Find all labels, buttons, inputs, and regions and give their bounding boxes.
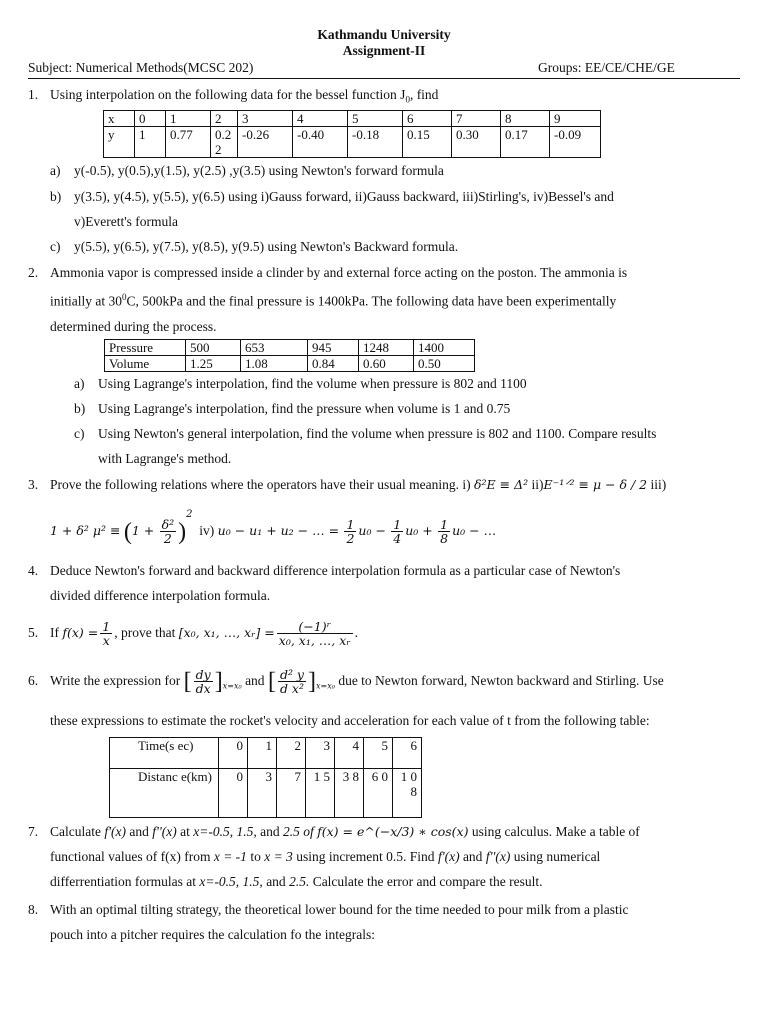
points: 2.5 of: [282, 824, 314, 839]
item-label: iv): [199, 523, 215, 538]
table-cell: 5: [348, 111, 403, 127]
table-cell: 0.50: [414, 356, 475, 372]
table-row: [104, 111, 601, 127]
question-3: [28, 472, 744, 497]
relation-1: δ²E ≡ Δ²: [474, 477, 529, 492]
question-text: If: [50, 625, 59, 640]
relation-3-4: [50, 505, 496, 545]
table-cell: 1400: [414, 340, 475, 356]
item-text: y(-0.5), y(0.5),y(1.5), y(2.5) ,y(3.5) using Newton's forward formula: [74, 163, 444, 178]
table-cell: 1 0 8: [393, 769, 422, 818]
table-cell: 653: [241, 340, 308, 356]
denominator: d x²: [279, 681, 304, 697]
subject-row: [28, 60, 740, 79]
table-cell: 7: [452, 111, 501, 127]
question-1a: [50, 158, 740, 183]
rocket-data-table: [109, 737, 422, 818]
function-def: f(x) =: [62, 625, 99, 640]
table-cell: Time(s ec): [110, 738, 219, 769]
denominator: x: [102, 633, 110, 649]
question-text: Calculate the error and compare the result.: [312, 874, 543, 889]
divided-difference: [x₀, x₁, …, xᵣ] =: [178, 625, 275, 640]
fraction: [278, 668, 306, 695]
table-cell: 2: [277, 738, 306, 769]
question-text: differrentiation formulas at: [50, 874, 196, 889]
assignment-title: Assignment-II: [342, 43, 426, 58]
bessel-data-table: [103, 110, 601, 158]
question-text: pouch into a pitcher requires the calculation fo the integrals:: [50, 927, 376, 942]
numerator: 1: [102, 619, 111, 635]
question-6: [28, 668, 744, 699]
question-text: , prove that: [114, 625, 176, 640]
question-2: [28, 260, 744, 339]
question-number: 1.: [28, 87, 39, 102]
question-text: Deduce Newton's forward and backward difference interpolation formula as a particular case of Newton's: [50, 563, 621, 578]
points: 2.5.: [289, 874, 310, 889]
derivative-term: f'(x): [437, 849, 460, 864]
points: x=-0.5, 1.5,: [199, 874, 263, 889]
relation-4-term: u₀ −: [358, 523, 386, 538]
exponent: 2: [186, 509, 193, 520]
item-label: ii): [531, 477, 544, 492]
fraction: [160, 518, 177, 545]
question-text: Ammonia vapor is compressed inside a clinder by and external force acting on the poston. The ammonia is: [50, 265, 628, 280]
right-paren: ): [178, 518, 187, 545]
question-text: and: [245, 673, 265, 688]
table-cell: 945: [308, 340, 359, 356]
table-cell: 5: [364, 738, 393, 769]
table-cell: 1.25: [186, 356, 241, 372]
question-text: and: [260, 824, 280, 839]
question-5: [28, 620, 744, 647]
question-text: at: [180, 824, 190, 839]
table-cell: 0.84: [308, 356, 359, 372]
item-label: b): [50, 189, 62, 204]
question-text: Using interpolation on the following data for the bessel function J: [50, 87, 406, 102]
table-cell: -0.40: [293, 127, 348, 158]
table-row: [110, 738, 422, 769]
item-text: Using Lagrange's interpolation, find the volume when pressure is 802 and 1100: [98, 376, 527, 391]
question-6-cont: [28, 708, 744, 733]
table-cell: y: [104, 127, 135, 158]
subscript: 0: [405, 94, 410, 105]
table-cell: 7: [277, 769, 306, 818]
derivative-term: f''(x): [485, 849, 511, 864]
item-label: b): [74, 401, 86, 416]
item-label: c): [74, 426, 85, 441]
ammonia-data-table: [104, 339, 475, 372]
table-cell: Volume: [105, 356, 186, 372]
left-paren: (: [123, 518, 132, 545]
question-8: [28, 897, 744, 947]
table-row: [105, 356, 475, 372]
question-text: due to Newton forward, Newton backward and Stirling. Use: [338, 673, 664, 688]
question-text: Prove the following relations where the operators have their usual meaning. i): [50, 477, 471, 492]
table-cell: 500: [186, 340, 241, 356]
item-text: y(3.5), y(4.5), y(5.5), y(6.5) using i)Gauss forward, ii)Gauss backward, iii)Stirling's, iv)Bessel's and: [74, 189, 614, 204]
numerator: d² y: [279, 667, 304, 683]
relation-2: E⁻¹ᐟ² ≡ μ − δ / 2: [543, 477, 648, 492]
denominator: 8: [440, 531, 449, 547]
denominator: dx: [195, 681, 211, 697]
table-cell: 0: [135, 111, 166, 127]
question-7: [28, 819, 744, 894]
item-text: y(5.5), y(6.5), y(7.5), y(8.5), y(9.5) using Newton's Backward formula.: [74, 239, 459, 254]
table-cell: 6: [393, 738, 422, 769]
table-cell: 0.15: [403, 127, 452, 158]
table-row: [110, 769, 422, 818]
item-text-cont: with Lagrange's method.: [98, 451, 232, 466]
question-text: C, 500kPa and the final pressure is 1400kPa. The following data have been experimentally: [126, 293, 617, 309]
superscript: 0: [122, 292, 127, 302]
table-cell: 1: [248, 738, 277, 769]
table-cell: 1: [166, 111, 211, 127]
item-label: a): [50, 163, 61, 178]
item-text-cont: v)Everett's formula: [74, 214, 179, 229]
question-text: using numerical: [513, 849, 601, 864]
question-2a: [74, 371, 764, 396]
table-cell: 3: [238, 111, 293, 127]
table-cell: 4: [335, 738, 364, 769]
relation-3-inner: 1 +: [131, 523, 155, 538]
numerator: 1: [346, 517, 355, 533]
table-cell: -0.18: [348, 127, 403, 158]
points: x=-0.5, 1.5,: [193, 824, 257, 839]
table-cell: Pressure: [105, 340, 186, 356]
question-number: 4.: [28, 563, 39, 578]
derivative-term: f''(x): [152, 824, 177, 839]
relation-4-term: u₀ +: [405, 523, 433, 538]
question-number: 2.: [28, 265, 39, 280]
denominator: x₀, x₁, …, xᵣ: [278, 633, 351, 649]
table-cell: 0.17: [501, 127, 550, 158]
table-cell: 1248: [359, 340, 414, 356]
table-cell: 4: [293, 111, 348, 127]
groups-label: Groups: EE/CE/CHE/GE: [538, 60, 675, 75]
table-cell: Distanc e(km): [110, 769, 219, 818]
question-2b: [74, 396, 764, 421]
period: .: [354, 625, 358, 640]
table-cell: 0.77: [166, 127, 211, 158]
fraction: [277, 620, 353, 647]
question-text: these expressions to estimate the rocket's velocity and acceleration for each value of t from the following table:: [50, 713, 650, 728]
table-row: [104, 127, 601, 158]
table-cell: 2: [211, 111, 238, 127]
table-cell: 1.08: [241, 356, 308, 372]
question-text: and: [266, 874, 286, 889]
table-cell: 6: [403, 111, 452, 127]
table-cell: 6 0: [364, 769, 393, 818]
derivative-term: f'(x): [104, 824, 126, 839]
question-text: functional values of f(x) from: [50, 849, 211, 864]
numerator: 1: [393, 517, 402, 533]
table-cell: 3: [306, 738, 335, 769]
denominator: 2: [163, 531, 172, 547]
item-label: iii): [650, 477, 667, 492]
numerator: 1: [440, 517, 449, 533]
table-cell: 9: [550, 111, 601, 127]
table-cell: 0.2 2: [211, 127, 238, 158]
question-4: [28, 558, 744, 608]
subscript: x=x₀: [316, 681, 335, 691]
denominator: 4: [393, 531, 402, 547]
table-cell: 1: [135, 127, 166, 158]
subscript: x=x₀: [222, 681, 242, 691]
question-text-end: , find: [409, 87, 439, 102]
denominator: 2: [346, 531, 355, 547]
question-1: [28, 82, 744, 113]
question-number: 7.: [28, 824, 39, 839]
table-cell: 0.60: [359, 356, 414, 372]
fraction: [100, 620, 112, 647]
left-bracket: [: [267, 668, 276, 695]
university-title: Kathmandu University: [317, 27, 451, 42]
table-cell: 3 8: [335, 769, 364, 818]
question-1b: [50, 184, 740, 234]
question-text: initially at 30: [50, 293, 122, 309]
right-bracket: ]: [308, 668, 316, 695]
relation-4-term: u₀ − …: [452, 523, 497, 538]
question-text: Write the expression for: [50, 673, 181, 688]
numerator: dy: [195, 667, 211, 683]
fraction: [344, 518, 356, 545]
question-text: and: [462, 849, 483, 864]
question-number: 5.: [28, 625, 39, 640]
table-cell: 1 5: [306, 769, 335, 818]
table-cell: 8: [501, 111, 550, 127]
right-bracket: ]: [214, 668, 223, 695]
question-number: 3.: [28, 477, 39, 492]
range-start: x = -1: [213, 849, 247, 864]
item-label: c): [50, 239, 61, 254]
numerator: (−1)ʳ: [277, 620, 353, 634]
item-label: a): [74, 376, 85, 391]
table-cell: -0.26: [238, 127, 293, 158]
left-bracket: [: [183, 668, 192, 695]
question-text: using calculus. Make a table of: [471, 824, 640, 839]
question-number: 8.: [28, 902, 39, 917]
range-end: x = 3: [264, 849, 293, 864]
subject-label: Subject: Numerical Methods(MCSC 202): [28, 60, 254, 75]
table-cell: 0: [219, 738, 248, 769]
item-text: Using Lagrange's interpolation, find the pressure when volume is 1 and 0.75: [98, 401, 511, 416]
question-2c: [74, 421, 764, 471]
question-text: and: [129, 824, 149, 839]
fraction: [438, 518, 450, 545]
question-text: using increment 0.5. Find: [296, 849, 435, 864]
question-text: to: [250, 849, 261, 864]
question-text: Calculate: [50, 824, 101, 839]
question-text: determined during the process.: [50, 318, 217, 334]
question-text: divided difference interpolation formula.: [50, 588, 271, 603]
table-cell: x: [104, 111, 135, 127]
table-cell: 0.30: [452, 127, 501, 158]
question-text: With an optimal tilting strategy, the theoretical lower bound for the time needed to pour milk from a plastic: [50, 902, 629, 917]
numerator: δ²: [161, 517, 175, 533]
function-def: f(x) = e^(−x/3) ∗ cos(x): [317, 824, 469, 839]
question-1c: [50, 234, 740, 259]
relation-3-left: 1 + δ² μ² ≡: [50, 523, 121, 538]
fraction: [391, 518, 403, 545]
table-cell: -0.09: [550, 127, 601, 158]
item-text: Using Newton's general interpolation, find the volume when pressure is 802 and 1100. Compare results: [98, 426, 657, 441]
fraction: [194, 668, 213, 695]
table-cell: 3: [248, 769, 277, 818]
question-number: 6.: [28, 673, 39, 688]
table-cell: 0: [219, 769, 248, 818]
table-row: [105, 340, 475, 356]
relation-4-left: u₀ − u₁ + u₂ − … =: [217, 523, 340, 538]
